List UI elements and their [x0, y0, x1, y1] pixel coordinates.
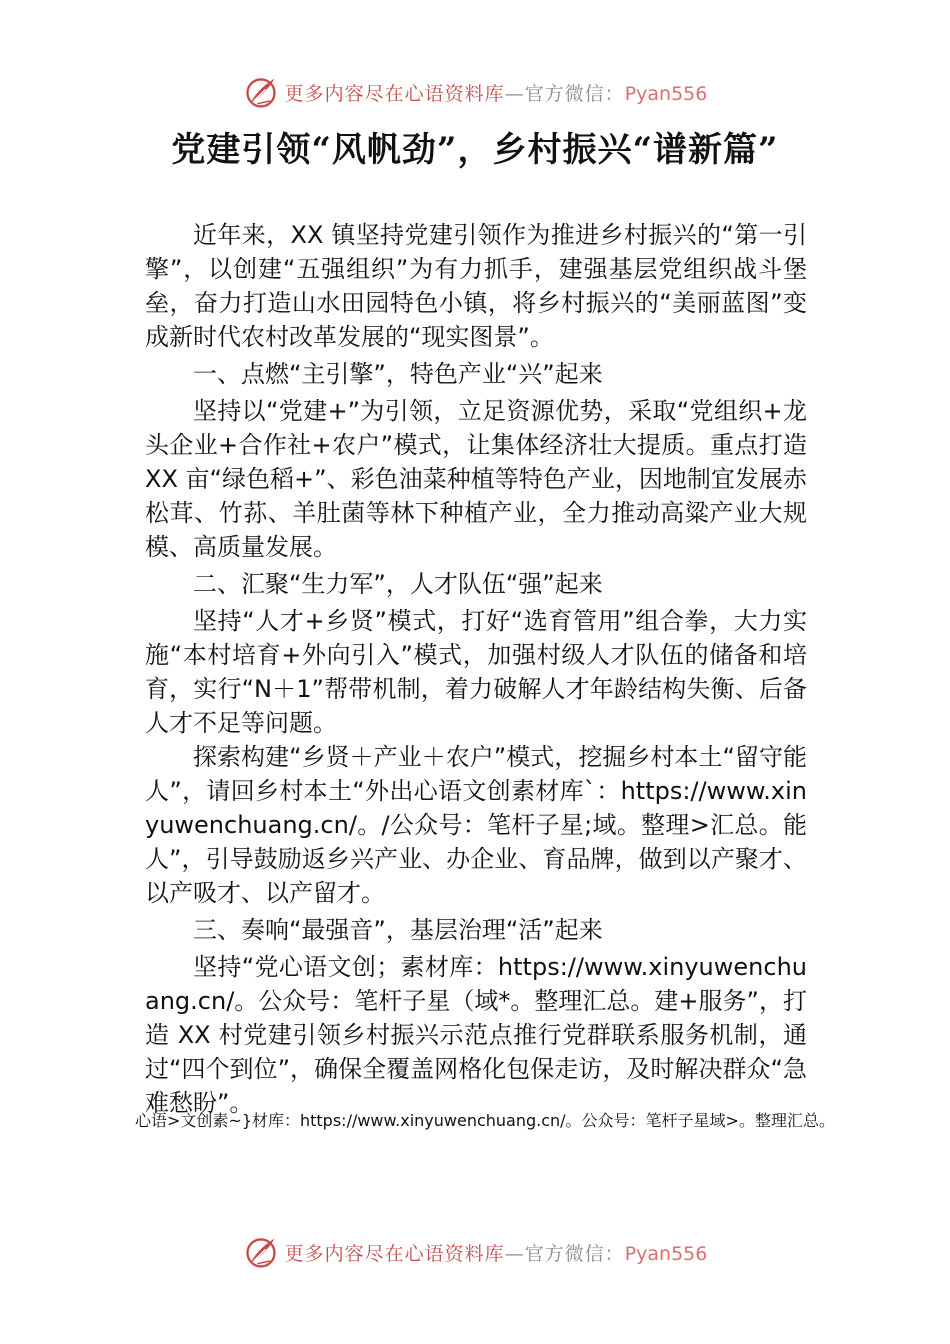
feather-circle-logo-icon	[243, 74, 279, 110]
document-body	[145, 218, 807, 1120]
paragraph-sages: 探索构建“乡贤＋产业＋农户”模式，挖掘乡村本土“留守能人”，请回乡村本土“外出心语文创素材库`：https://www.xinyuwenchuang.cn/。/公众号：笔杆子星;域。整理>汇总。能人”，引导鼓励返乡兴产业、办企业、育品牌，做到以产聚才、以产吸才、以产留才。	[145, 743, 807, 907]
paragraph-governance: 坚持“党心语文创；素材库：https://www.xinyuwenchuang.cn/。公众号：笔杆子星（域*。整理汇总。建+服务”，打造 XX 村党建引领乡村振兴示范点推行党群联系服务机制，通过“四个到位”，确保全覆盖网格化包保走访，及时解决群众“急难愁盼”。	[145, 953, 807, 1117]
feather-circle-logo-icon	[243, 1234, 279, 1270]
footer-watermark	[0, 1232, 950, 1272]
paragraph-intro: 近年来，XX 镇坚持党建引领作为推进乡村振兴的“第一引擎”，以创建“五强组织”为有力抓手，建强基层党组织战斗堡垒，奋力打造山水田园特色小镇，将乡村振兴的“美丽蓝图”变成新时代农村改革发展的“现实图景”。	[145, 221, 807, 351]
header-watermark	[0, 72, 950, 112]
paragraph-talent: 坚持“人才+乡贤”模式，打好“选育管用”组合拳，大力实施“本村培育+外向引入”模式，加强村级人才队伍的储备和培育，实行“N＋1”帮带机制，着力破解人才年龄结构失衡、后备人才不足等问题。	[145, 607, 807, 737]
watermark-text: 更多内容尽在心语资料库—官方微信：Pyan556	[284, 1242, 708, 1265]
section-heading-3: 三、奏响“最强音”，基层治理“活”起来	[193, 916, 603, 944]
footnote: 心语>文创素~}材库：https://www.xinyuwenchuang.cn/。公众号：笔杆子星域>。整理汇总。	[135, 1111, 835, 1130]
paragraph-industry: 坚持以“党建+”为引领，立足资源优势，采取“党组织+龙头企业+合作社+农户”模式，让集体经济壮大提质。重点打造 XX 亩“绿色稻+”、彩色油菜种植等特色产业，因地制宜发展赤松茸、竹荪、羊肚菌等林下种植产业，全力推动高粱产业大规模、高质量发展。	[145, 397, 807, 561]
section-heading-2: 二、汇聚“生力军”，人才队伍“强”起来	[193, 570, 603, 598]
watermark-text: 更多内容尽在心语资料库—官方微信：Pyan556	[284, 82, 708, 105]
section-heading-1: 一、点燃“主引擎”，特色产业“兴”起来	[193, 360, 603, 388]
document-title: 党建引领“风帆劲”，乡村振兴“谱新篇”	[171, 130, 779, 170]
